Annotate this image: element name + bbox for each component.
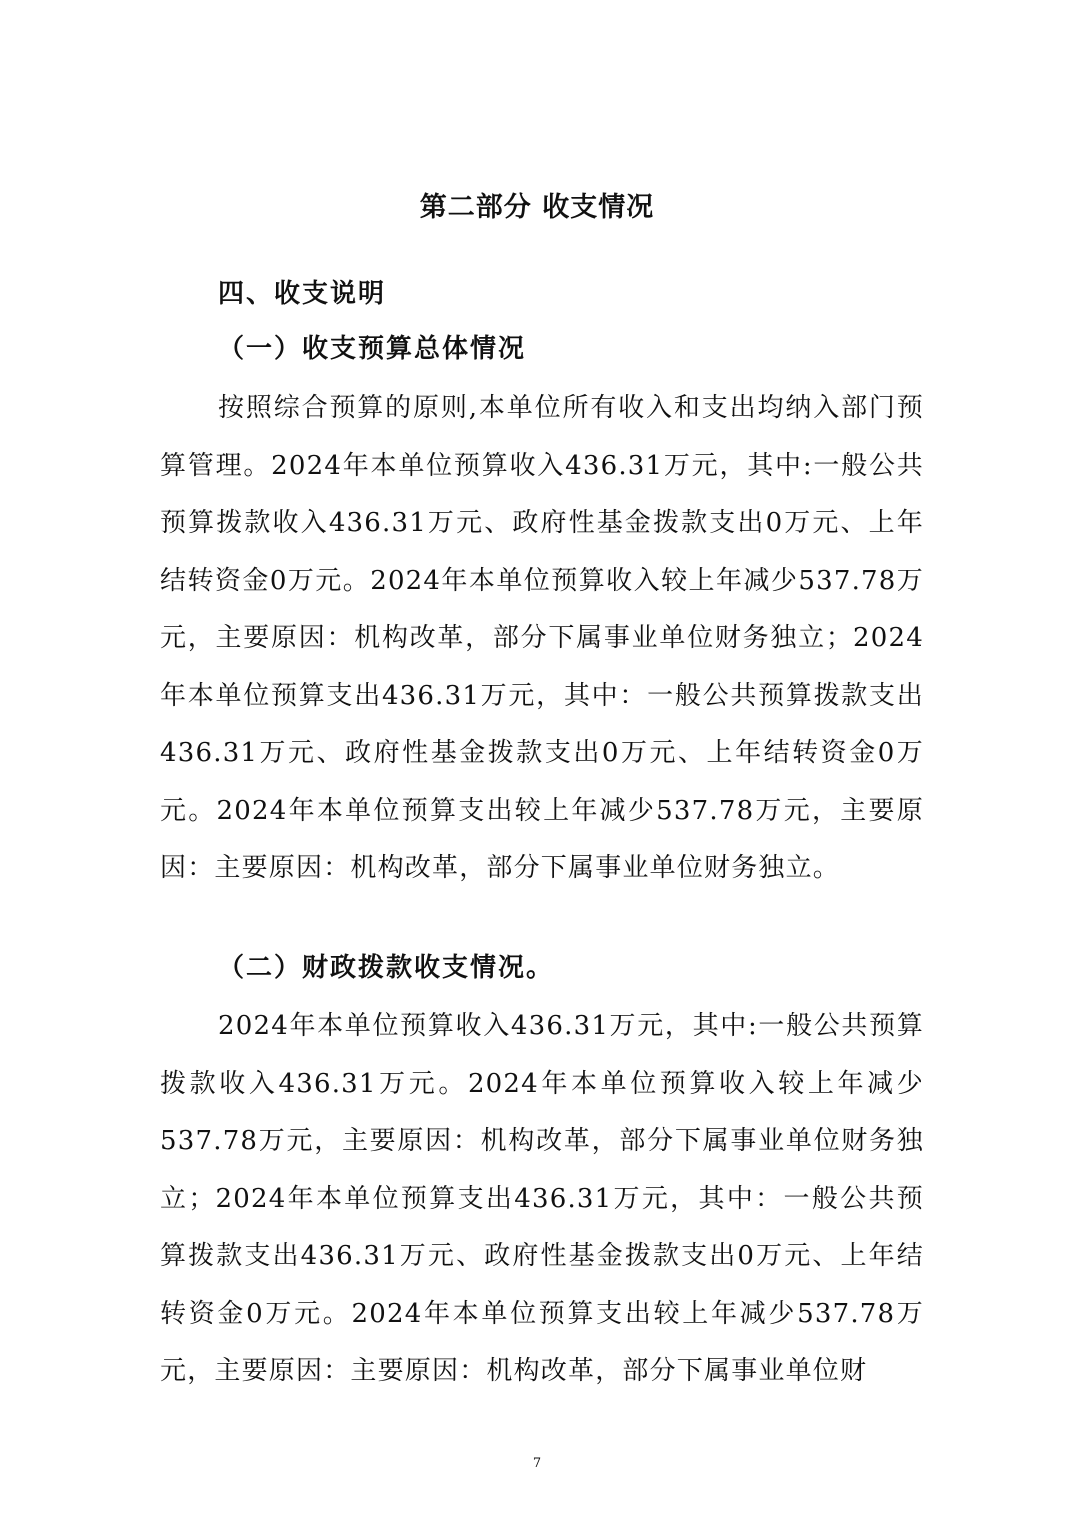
- subsection-heading-2: （二）财政拨款收支情况。: [218, 953, 555, 983]
- section-heading: 四、收支说明: [218, 279, 387, 309]
- part-title: 第二部分 收支情况: [419, 192, 655, 223]
- paragraph-1: 按照综合预算的原则,本单位所有收入和支出均纳入部门预算管理。2024年本单位预算收入436.31万元，其中:一般公共预算拨款收入436.31万元、政府性基金拨款支出0万元、上年结转资金0万元。2024年本单位预算收入较上年减少537.78万元，主要原因：机构改革，部分下属事业单位财务独立；2024年本单位预算支出436.31万元，其中：一般公共预算拨款支出436.31万元、政府性基金拨款支出0万元、上年结转资金0万元。2024年本单位预算支出较上年减少537.78万元，主要原因：主要原因：机构改革，部分下属事业单位财务独立。: [160, 393, 924, 883]
- page-number: 7: [532, 1456, 542, 1471]
- paragraph-2: 2024年本单位预算收入436.31万元，其中:一般公共预算拨款收入436.31万元。2024年本单位预算收入较上年减少537.78万元，主要原因：机构改革，部分下属事业单位财务独立；2024年本单位预算支出436.31万元，其中：一般公共预算拨款支出436.31万元、政府性基金拨款支出0万元、上年结转资金0万元。2024年本单位预算支出较上年减少537.78万元，主要原因：主要原因：机构改革，部分下属事业单位财: [160, 1011, 924, 1386]
- subsection-heading-1: （一）收支预算总体情况: [218, 334, 527, 364]
